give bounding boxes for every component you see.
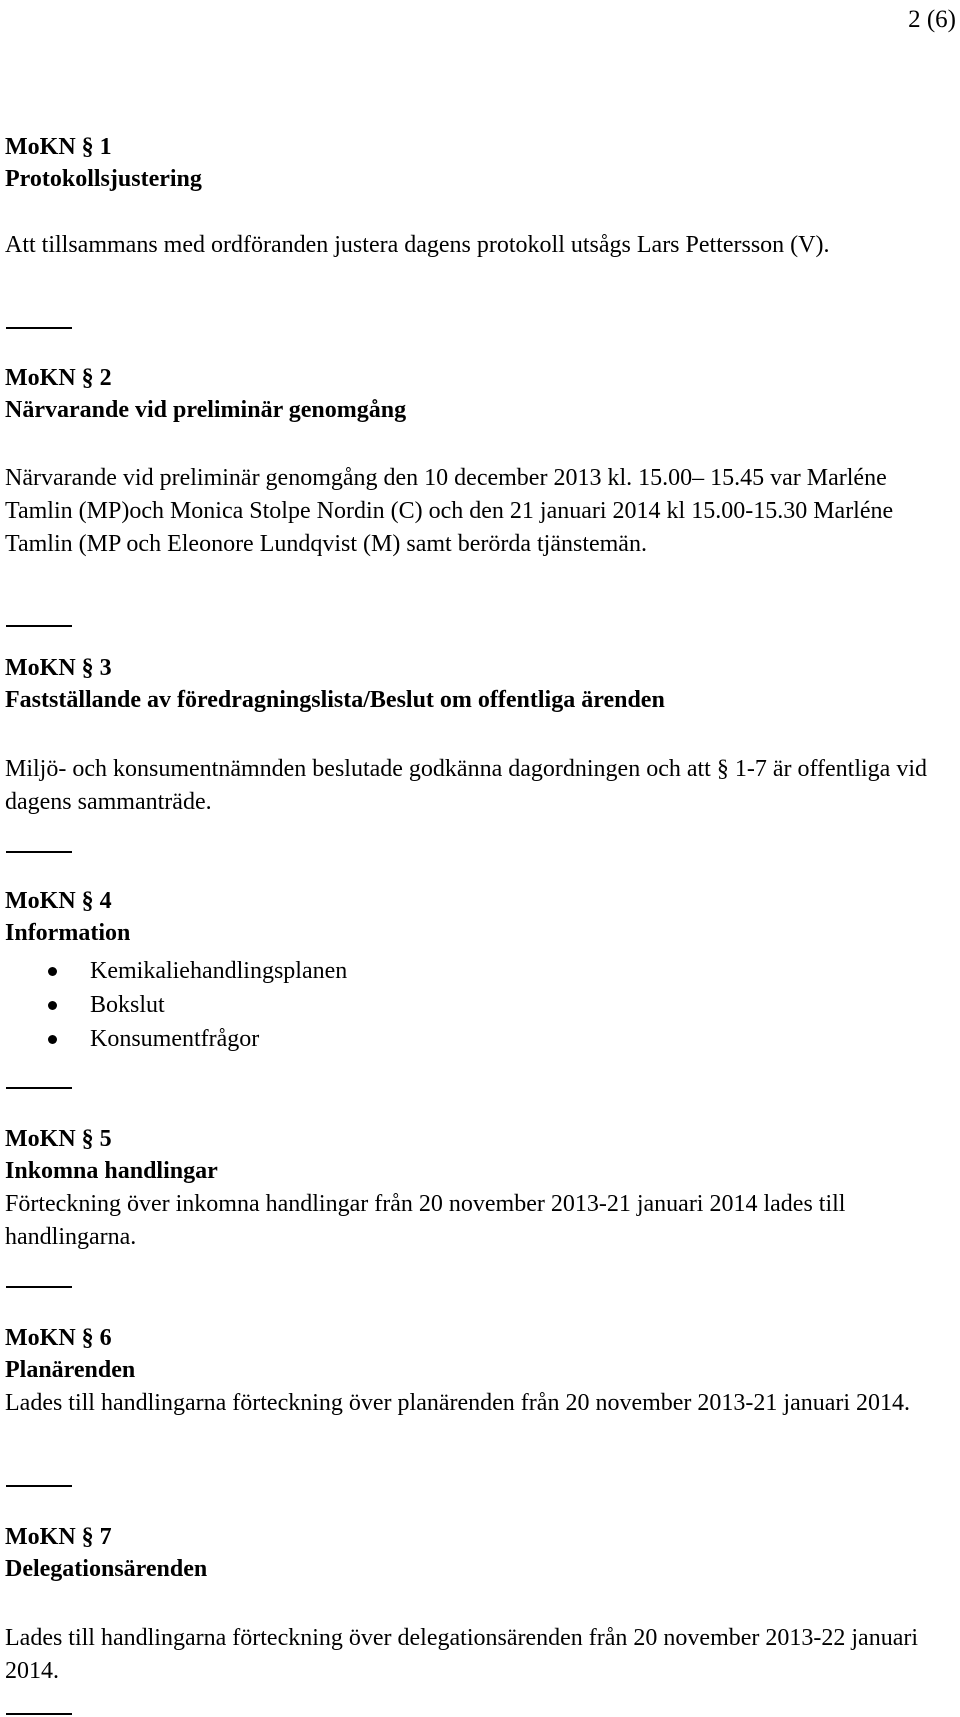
item-4-header <box>5 885 130 949</box>
item-2-body: Närvarande vid preliminär genomgång den 10 december 2013 kl. 15.00– 15.45 var Marléne Tamlin (MP)och Monica Stolpe Nordin (C) och den 21 januari 2014 kl 15.00-15.30 Marléne Tamlin (MP och Eleonore Lundqvist (M) samt berörda tjänstemän. <box>5 465 894 557</box>
page-number: 2 (6) <box>908 6 956 33</box>
bullet-icon <box>48 967 57 976</box>
item-2-header <box>5 362 406 426</box>
item-3-header <box>5 652 665 716</box>
item-5-body: Förteckning över inkomna handlingar från 20 november 2013-21 januari 2014 lades till handlingarna. <box>5 1191 846 1250</box>
item-7-title: Delegationsärenden <box>5 1556 208 1582</box>
item-5-number: MoKN § 5 <box>5 1126 112 1152</box>
bullet-icon <box>48 1001 57 1010</box>
list-item <box>0 1022 600 1056</box>
section-divider <box>6 625 72 627</box>
section-divider <box>6 1286 72 1288</box>
item-3-number: MoKN § 3 <box>5 655 112 681</box>
section-divider <box>6 851 72 853</box>
item-7-number: MoKN § 7 <box>5 1524 112 1550</box>
list-item-label: Bokslut <box>90 992 165 1018</box>
list-item <box>0 988 600 1022</box>
section-divider <box>6 1485 72 1487</box>
section-divider <box>6 1713 72 1715</box>
item-2-title: Närvarande vid preliminär genomgång <box>5 397 407 423</box>
list-item <box>0 954 600 988</box>
list-item-label: Kemikaliehandlingsplanen <box>90 958 348 984</box>
item-1-number: MoKN § 1 <box>5 134 112 160</box>
list-item-label: Konsumentfrågor <box>90 1026 260 1052</box>
item-1-title: Protokollsjustering <box>5 166 202 192</box>
item-7-body: Lades till handlingarna förteckning över delegationsärenden från 20 november 2013-22 januari 2014. <box>5 1625 919 1684</box>
section-divider <box>6 1087 72 1089</box>
item-6-number: MoKN § 6 <box>5 1325 112 1351</box>
item-1-header <box>5 131 202 195</box>
item-1-body: Att tillsammans med ordföranden justera dagens protokoll utsågs Lars Pettersson (V). <box>5 232 830 258</box>
item-6-body: Lades till handlingarna förteckning över planärenden från 20 november 2013-21 januari 2014. <box>5 1390 911 1416</box>
item-6-title: Planärenden <box>5 1357 136 1383</box>
item-7-header <box>5 1521 207 1585</box>
item-2-number: MoKN § 2 <box>5 365 112 391</box>
item-4-number: MoKN § 4 <box>5 888 112 914</box>
item-5-title: Inkomna handlingar <box>5 1158 218 1184</box>
item-4-title: Information <box>5 920 131 946</box>
item-5-header <box>5 1123 218 1187</box>
information-list <box>0 954 600 1056</box>
item-3-title: Fastställande av föredragningslista/Beslut om offentliga ärenden <box>5 687 665 713</box>
item-3-body: Miljö- och konsumentnämnden beslutade godkänna dagordningen och att § 1-7 är offentliga vid dagens sammanträde. <box>5 756 927 815</box>
bullet-icon <box>48 1035 57 1044</box>
item-6-header <box>5 1322 135 1386</box>
section-divider <box>6 327 72 329</box>
